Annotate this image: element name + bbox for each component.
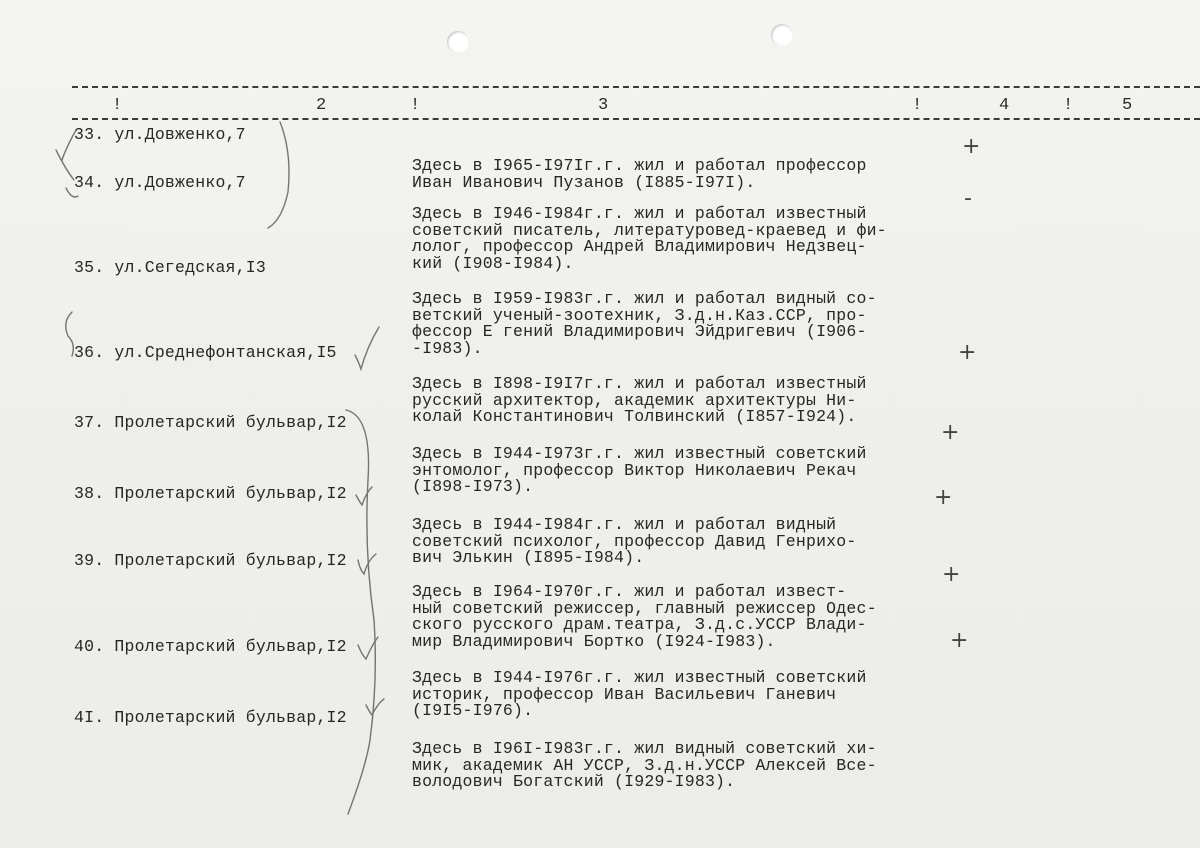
- column-separator: !: [410, 96, 421, 115]
- entry-address: 39. Пролетарский бульвар,I2: [74, 551, 347, 570]
- entry-address: 36. ул.Среднефонтанская,I5: [74, 343, 337, 362]
- entry-description: Здесь в I96I-I983г.г. жил видный советский хи- мик, академик АН УССР, З.д.н.УССР Алексей Все- володович Богатский (I929-I983).: [412, 739, 877, 791]
- entry-address: 34. ул.Довженко,7: [74, 173, 246, 192]
- handwritten-mark: +: [962, 134, 981, 159]
- entry-address: 4I. Пролетарский бульвар,I2: [74, 708, 347, 727]
- column-separator: !: [1063, 96, 1074, 115]
- handwritten-mark: +: [941, 420, 960, 445]
- handwritten-mark: +: [958, 340, 977, 365]
- entry-description: Здесь в I965-I97Iг.г. жил и работал профессор Иван Иванович Пузанов (I885-I97I).: [412, 156, 867, 192]
- column-number-4: 4: [999, 96, 1010, 115]
- entry-address: 40. Пролетарский бульвар,I2: [74, 637, 347, 656]
- column-number-3: 3: [598, 96, 609, 115]
- column-separator: !: [112, 96, 123, 115]
- entry-address: 35. ул.Сегедская,I3: [74, 258, 266, 277]
- entry-address: 38. Пролетарский бульвар,I2: [74, 484, 347, 503]
- handwritten-mark: +: [942, 562, 961, 587]
- entry-description: Здесь в I964-I970г.г. жил и работал извест- ный советский режиссер, главный режиссер Одес- ского русского драм.театра, З.д.с.УССР Влади- мир Владимирович Бортко (I924-I983).: [412, 582, 877, 651]
- handwritten-mark: -: [964, 186, 972, 211]
- handwritten-mark: +: [934, 485, 953, 510]
- column-number-5: 5: [1122, 96, 1133, 115]
- column-number-2: 2: [316, 96, 327, 115]
- entry-description: Здесь в I959-I983г.г. жил и работал видный со- ветский ученый-зоотехник, З.д.н.Каз.ССР, про- фессор Е гений Владимирович Эйдригевич (I906- -I983).: [412, 289, 877, 358]
- entry-description: Здесь в I944-I976г.г. жил известный советский историк, профессор Иван Васильевич Ганевич (I9I5-I976).: [412, 668, 867, 720]
- handwritten-mark: +: [950, 628, 969, 653]
- entry-description: Здесь в I944-I973г.г. жил известный советский энтомолог, профессор Виктор Николаевич Рекач (I898-I973).: [412, 444, 867, 496]
- entry-address: 33. ул.Довженко,7: [74, 125, 246, 144]
- entry-description: Здесь в I898-I9I7г.г. жил и работал известный русский архитектор, академик архитектуры Ни- колай Константинович Толвинский (I857-I924).: [412, 374, 867, 426]
- entry-description: Здесь в I946-I984г.г. жил и работал известный советский писатель, литературовед-краевед и фи- лолог, профессор Андрей Владимирович Недзвец- кий (I908-I984).: [412, 204, 887, 273]
- column-separator: !: [912, 96, 923, 115]
- entry-address: 37. Пролетарский бульвар,I2: [74, 413, 347, 432]
- entry-description: Здесь в I944-I984г.г. жил и работал видный советский психолог, профессор Давид Генрихо- вич Элькин (I895-I984).: [412, 515, 857, 567]
